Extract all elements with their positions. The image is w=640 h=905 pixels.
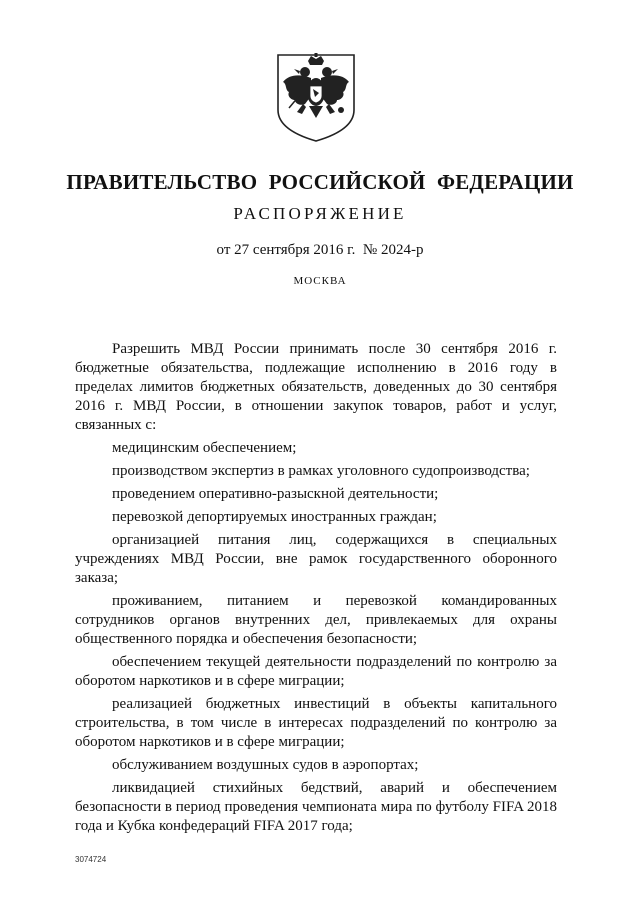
document-city: МОСКВА [293,275,347,287]
body-paragraph: перевозкой депортируемых иностранных граждан; [112,509,437,525]
document-date-number: от 27 сентября 2016 г. № 2024-р [216,242,424,258]
document-body [75,340,557,840]
body-paragraph: Разрешить МВД России принимать после 30 сентября 2016 г. бюджетные обязательства, подлежащие исполнению в 2016 году в пределах лимитов бюджетных обязательств, доведенных до 30 сентября 2016 г. МВД России, в отношении закупок товаров, работ и услуг, связанных с: [75,341,557,433]
body-paragraph: производством экспертиз в рамках уголовного судопроизводства; [112,463,530,479]
body-paragraph: проживанием, питанием и перевозкой командированных сотрудников органов внутренних дел, привлекаемых для охраны общественного порядка и обеспечения безопасности; [75,593,557,647]
body-paragraph: обеспечением текущей деятельности подразделений по контролю за оборотом наркотиков и в сфере миграции; [75,654,557,689]
document-code: 3074724 [75,855,107,864]
government-title: ПРАВИТЕЛЬСТВО РОССИЙСКОЙ ФЕДЕРАЦИИ [66,170,574,194]
body-paragraph: медицинским обеспечением; [112,440,297,456]
document-type: РАСПОРЯЖЕНИЕ [233,204,407,223]
body-paragraph: организацией питания лиц, содержащихся в специальных учреждениях МВД России, вне рамок государственного оборонного заказа; [75,532,557,586]
russian-coat-of-arms-icon [275,52,357,144]
body-paragraph: ликвидацией стихийных бедствий, аварий и обеспечением безопасности в период проведения чемпионата мира по футболу FIFA 2018 года и Кубка конфедераций FIFA 2017 года; [75,780,557,834]
body-paragraph: реализацией бюджетных инвестиций в объекты капитального строительства, в том числе в интересах подразделений по контролю за оборотом наркотиков и в сфере миграции; [75,696,557,750]
body-paragraph: проведением оперативно-разыскной деятельности; [112,486,439,502]
body-paragraph: обслуживанием воздушных судов в аэропортах; [112,757,419,773]
